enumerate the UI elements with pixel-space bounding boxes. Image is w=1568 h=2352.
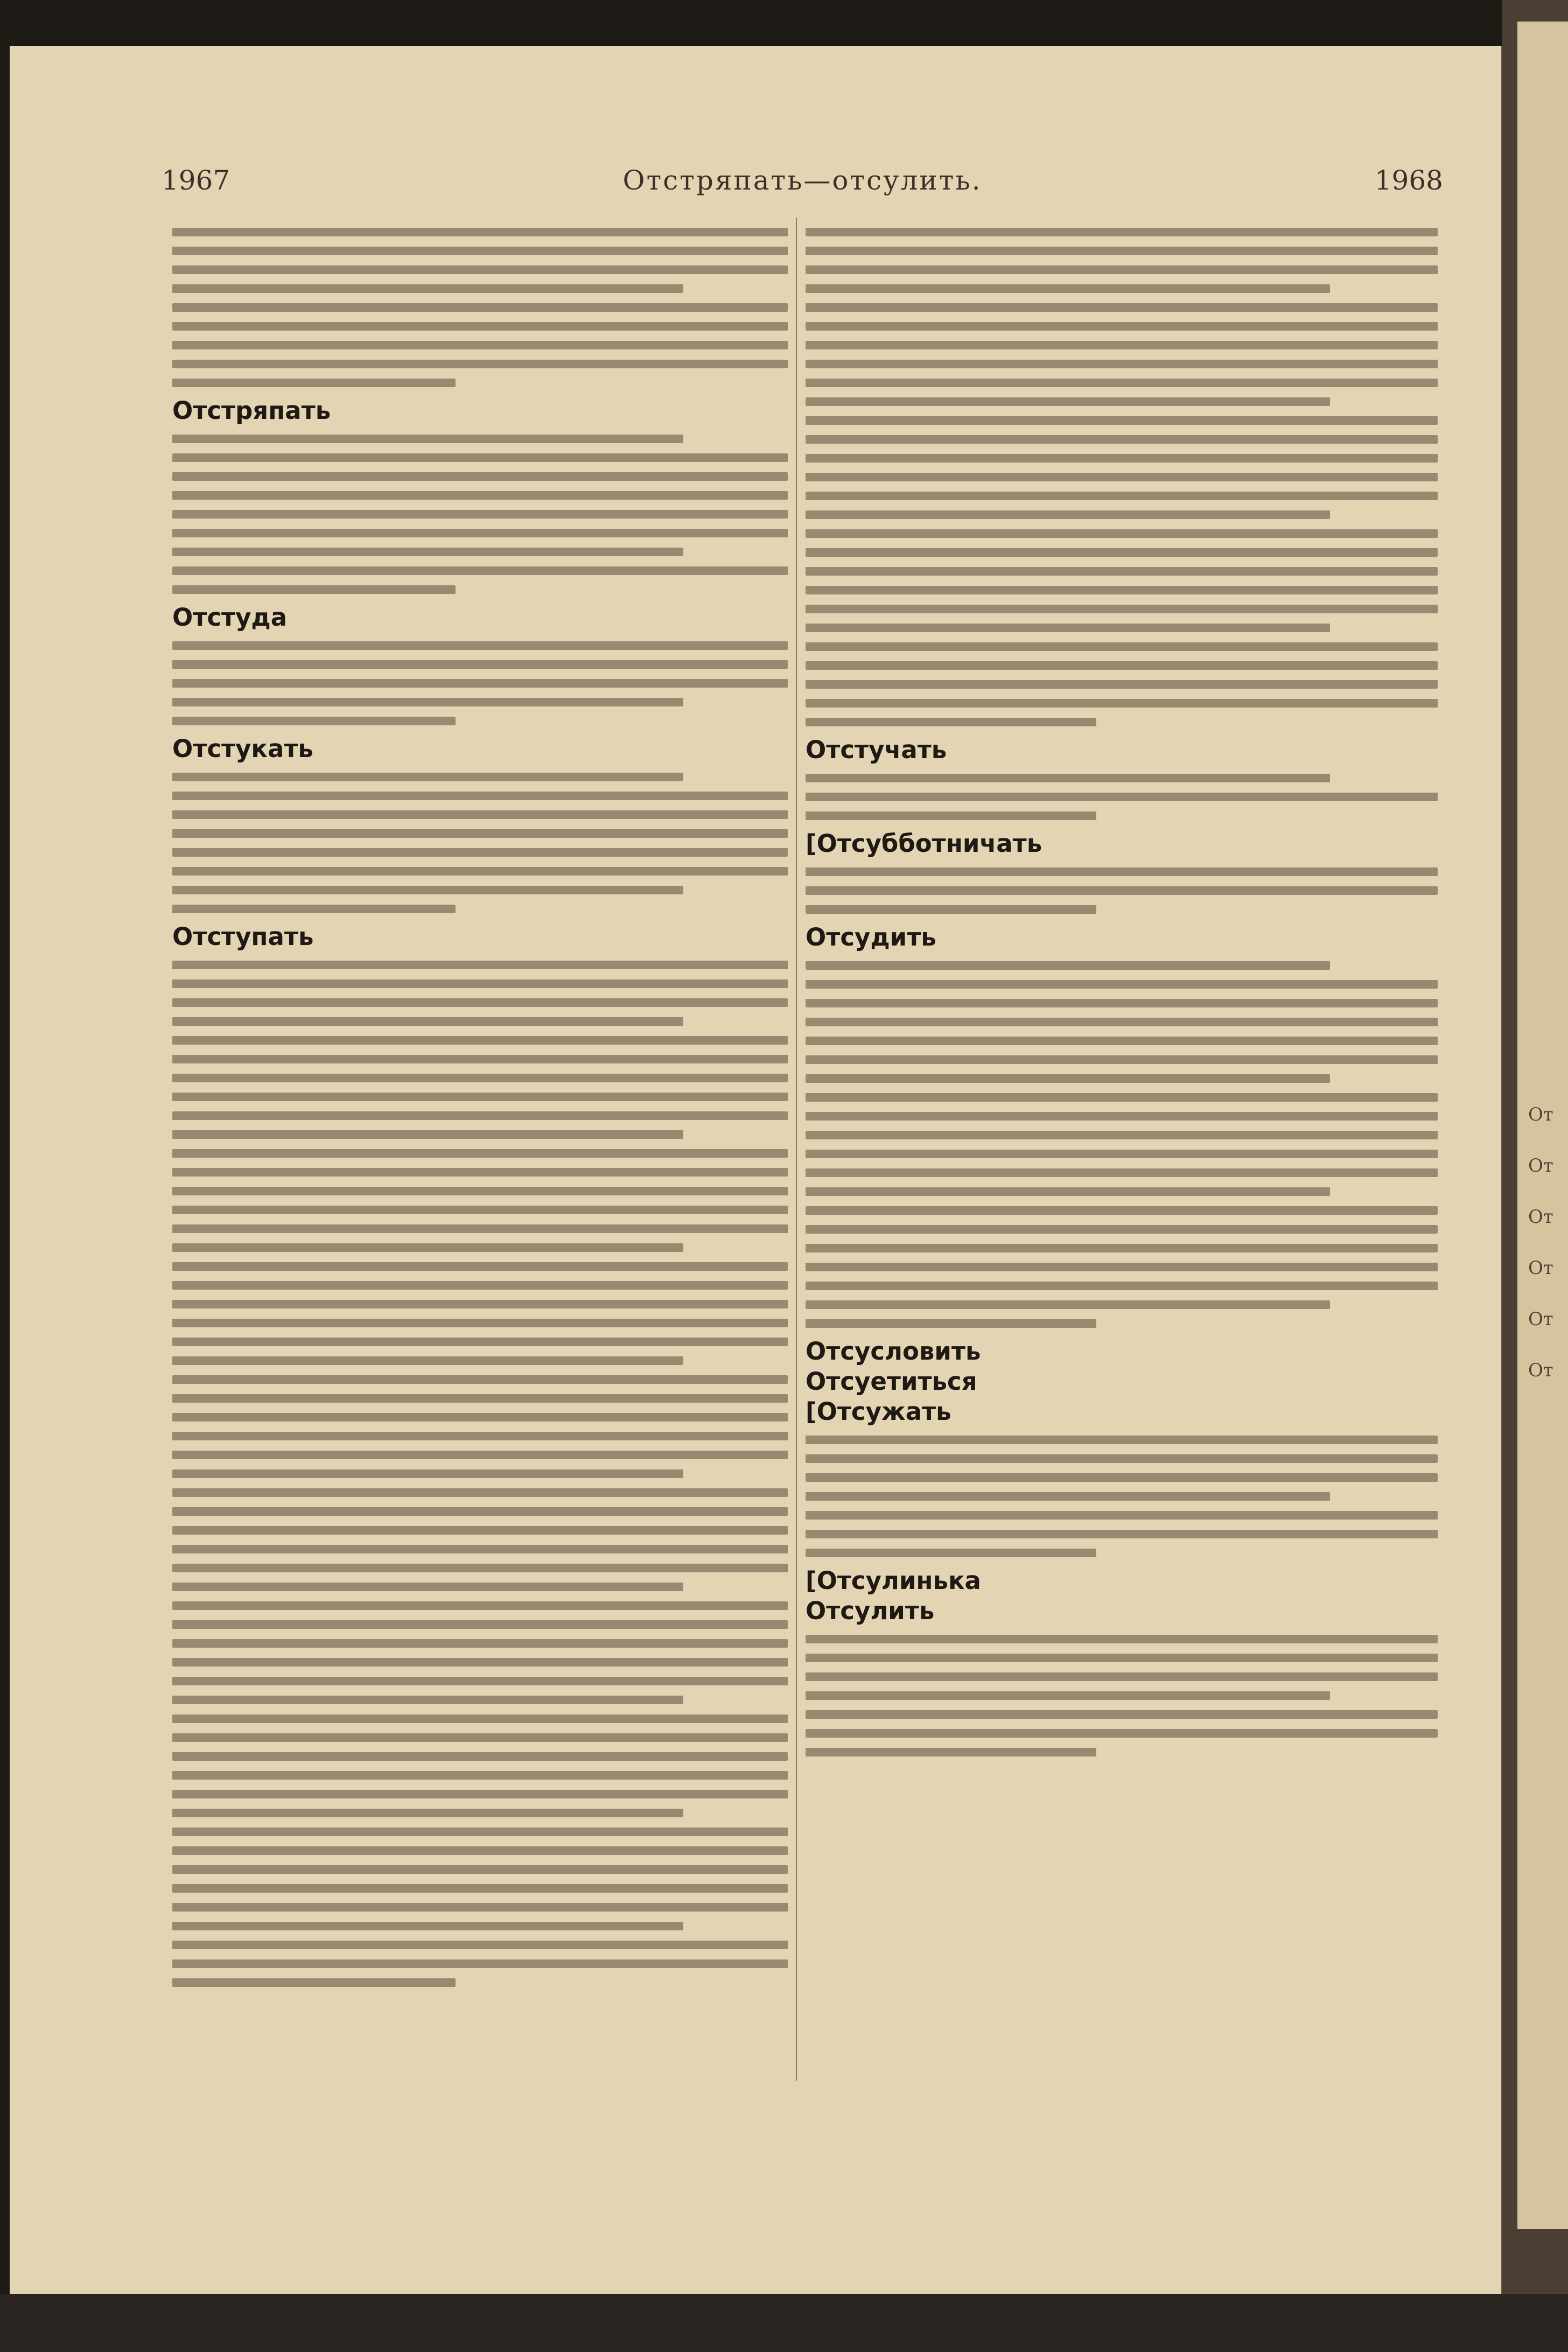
entry-text-line xyxy=(806,548,1438,557)
entry-text-line xyxy=(806,322,1438,331)
running-title: Отстряпать—отсулить. xyxy=(622,165,982,196)
next-page-fragment: От xyxy=(1528,1257,1553,1279)
entry-text-line xyxy=(172,1903,788,1912)
entry-text-line xyxy=(806,1244,1438,1252)
entry-text-line xyxy=(806,284,1330,293)
entry-text-line xyxy=(172,679,788,688)
entry-text-line xyxy=(172,886,683,894)
entry-text-line xyxy=(806,1319,1096,1328)
entry-text-line xyxy=(172,510,788,519)
entry-text-line xyxy=(806,642,1438,651)
dictionary-entry xyxy=(172,397,788,594)
entry-text-line xyxy=(172,848,788,857)
entry-text-line xyxy=(172,1959,788,1968)
next-page-fragment: От xyxy=(1528,1104,1553,1125)
entry-text-line xyxy=(172,1526,788,1535)
entry-text-line xyxy=(806,492,1438,500)
entry-text-line xyxy=(172,1149,788,1158)
entry-headword: Отсулить xyxy=(806,1597,935,1625)
dictionary-entry xyxy=(172,923,788,1987)
entry-text-line xyxy=(172,1620,788,1629)
entry-text-line xyxy=(806,1691,1330,1700)
entry-text-line xyxy=(806,1511,1438,1520)
entry-text-line xyxy=(172,773,683,781)
entry-text-line xyxy=(172,1243,683,1252)
entry-text-line xyxy=(172,717,456,725)
entry-text-line xyxy=(172,1677,788,1685)
entry-text-line xyxy=(172,360,788,368)
entry-text-line xyxy=(172,1809,683,1817)
entry-text-line xyxy=(172,435,683,443)
entry-text-line xyxy=(806,811,1096,820)
scan-bottom-border xyxy=(0,2294,1568,2352)
entry-text-line xyxy=(172,961,788,969)
entry-text-line xyxy=(172,1130,683,1139)
entry-text-line xyxy=(806,980,1438,989)
page-number-left: 1967 xyxy=(162,165,230,196)
entry-text-line xyxy=(172,265,788,274)
entry-text-line xyxy=(172,810,788,819)
entry-text-line xyxy=(806,586,1438,594)
entry-text-line xyxy=(806,397,1330,406)
entry-text-line xyxy=(806,1093,1438,1102)
entry-text-line xyxy=(172,1507,788,1516)
entry-headword: Отсудить xyxy=(806,923,936,951)
entry-text-line xyxy=(806,228,1438,236)
entry-text-line xyxy=(806,1112,1438,1121)
entry-text-line xyxy=(172,1055,788,1063)
entry-text-line xyxy=(172,284,683,293)
entry-headword: [Отсубботничать xyxy=(806,829,1042,858)
entry-text-line xyxy=(172,1451,788,1459)
entry-text-line xyxy=(806,1549,1096,1557)
dictionary-entry xyxy=(806,1368,1438,1395)
entry-text-line xyxy=(172,792,788,800)
entry-text-line xyxy=(172,1752,788,1761)
entry-text-line xyxy=(172,1564,788,1572)
entry-text-line xyxy=(172,1017,683,1026)
next-page-fragment: От xyxy=(1528,1155,1553,1177)
dictionary-entry xyxy=(806,830,1438,914)
entry-text-line xyxy=(172,1111,788,1120)
dictionary-entry xyxy=(806,1598,1438,1756)
entry-text-line xyxy=(806,1635,1438,1643)
entry-text-line xyxy=(806,1729,1438,1738)
entry-text-line xyxy=(172,1733,788,1742)
entry-text-line xyxy=(806,379,1438,387)
entry-headword: Отстуда xyxy=(172,603,288,632)
entry-text-line xyxy=(806,699,1438,708)
entry-headword: Отстучать xyxy=(806,736,947,764)
entry-text-line xyxy=(172,867,788,876)
entry-text-line xyxy=(172,1262,788,1271)
entry-text-line xyxy=(172,1601,788,1610)
entry-text-line xyxy=(806,1187,1330,1196)
entry-text-line xyxy=(172,1941,788,1949)
entry-text-line xyxy=(806,1300,1330,1309)
entry-text-line xyxy=(172,1828,788,1836)
entry-text-line xyxy=(806,680,1438,689)
next-page-fragment: От xyxy=(1528,1308,1553,1330)
entry-text-line xyxy=(172,1545,788,1553)
entry-headword: Отсуетиться xyxy=(806,1367,977,1396)
entry-text-line xyxy=(806,1074,1330,1083)
entry-text-line xyxy=(806,1454,1438,1463)
entry-text-line xyxy=(172,1583,683,1591)
entry-text-line xyxy=(172,472,788,481)
entry-text-line xyxy=(806,1131,1438,1139)
entry-headword: Отсусловить xyxy=(806,1337,981,1366)
entry-text-line xyxy=(806,265,1438,274)
entry-text-line xyxy=(172,1093,788,1101)
entry-headword: [Отсулинька xyxy=(806,1566,981,1595)
entry-text-line xyxy=(806,360,1438,368)
entry-text-line xyxy=(172,641,788,650)
entry-text-line xyxy=(806,435,1438,444)
entry-text-line xyxy=(806,999,1438,1007)
entry-text-line xyxy=(172,1432,788,1440)
dictionary-entry xyxy=(806,924,1438,1328)
entry-text-line xyxy=(806,341,1438,349)
entry-text-line xyxy=(172,1771,788,1780)
entry-text-line xyxy=(172,1187,788,1195)
entry-text-line xyxy=(806,605,1438,613)
entry-text-line xyxy=(806,1055,1438,1064)
entry-text-line xyxy=(806,1672,1438,1681)
entry-text-line xyxy=(172,829,788,838)
entry-text-line xyxy=(806,1710,1438,1719)
running-head xyxy=(162,165,1443,208)
entry-text-line xyxy=(806,886,1438,895)
entry-text-line xyxy=(172,1036,788,1045)
page-number-right: 1968 xyxy=(1374,165,1443,196)
entry-text-line xyxy=(172,548,683,556)
entry-text-line xyxy=(172,1639,788,1648)
entry-text-line xyxy=(172,1714,788,1723)
entry-text-line xyxy=(806,1037,1438,1045)
dictionary-entry xyxy=(806,228,1438,726)
left-column xyxy=(172,218,788,2081)
entry-text-line xyxy=(172,1281,788,1290)
entry-text-line xyxy=(806,567,1438,576)
entry-text-line xyxy=(172,1696,683,1704)
entry-text-line xyxy=(806,1168,1438,1177)
entry-text-line xyxy=(172,660,788,669)
next-page-fragment: От xyxy=(1528,1206,1553,1228)
dictionary-entry xyxy=(172,736,788,913)
entry-text-line xyxy=(806,867,1438,876)
next-page-edge xyxy=(1517,22,1568,2229)
entry-text-line xyxy=(806,1473,1438,1482)
entry-text-line xyxy=(806,961,1330,970)
dictionary-entry xyxy=(172,228,788,387)
entry-text-line xyxy=(806,416,1438,425)
entry-text-line xyxy=(172,1413,788,1422)
entry-text-line xyxy=(172,228,788,236)
dictionary-entry xyxy=(806,737,1438,820)
right-column xyxy=(806,218,1438,2081)
entry-text-line xyxy=(172,1168,788,1177)
entry-text-line xyxy=(806,661,1438,670)
entry-text-line xyxy=(806,1263,1438,1271)
entry-text-line xyxy=(806,718,1096,726)
entry-text-line xyxy=(172,247,788,255)
entry-text-line xyxy=(172,1206,788,1214)
entry-text-line xyxy=(172,303,788,312)
entry-text-line xyxy=(806,1436,1438,1444)
entry-text-line xyxy=(806,510,1330,519)
entry-text-line xyxy=(806,1150,1438,1158)
entry-text-line xyxy=(806,1206,1438,1215)
entry-text-line xyxy=(806,1654,1438,1662)
entry-text-line xyxy=(172,998,788,1007)
entry-headword: [Отсужать xyxy=(806,1397,951,1426)
entry-text-line xyxy=(172,1978,456,1987)
entry-text-line xyxy=(172,1338,788,1346)
entry-text-line xyxy=(172,379,456,387)
entry-text-line xyxy=(172,529,788,537)
dictionary-entry xyxy=(806,1567,1438,1594)
entry-headword: Отстукать xyxy=(172,734,313,763)
entry-text-line xyxy=(172,905,456,913)
entry-text-line xyxy=(806,774,1330,782)
entry-text-line xyxy=(172,1394,788,1403)
next-page-fragment: От xyxy=(1528,1360,1553,1381)
entry-text-line xyxy=(172,1469,683,1478)
entry-text-line xyxy=(172,341,788,349)
dictionary-entry xyxy=(172,604,788,725)
entry-text-line xyxy=(806,905,1096,914)
entry-text-line xyxy=(806,1530,1438,1538)
entry-text-line xyxy=(172,1658,788,1667)
entry-text-line xyxy=(172,698,683,706)
dictionary-entry xyxy=(806,1398,1438,1557)
entry-text-line xyxy=(172,1224,788,1233)
entry-text-line xyxy=(172,1300,788,1308)
entry-text-line xyxy=(806,624,1330,632)
entry-text-line xyxy=(806,1748,1096,1756)
entry-text-line xyxy=(172,453,788,462)
entry-headword: Отстряпать xyxy=(172,396,331,425)
entry-text-line xyxy=(172,1074,788,1082)
entry-text-line xyxy=(806,454,1438,463)
entry-text-line xyxy=(172,1790,788,1798)
entry-text-line xyxy=(172,1922,683,1930)
entry-headword: Отступать xyxy=(172,922,314,951)
entry-text-line xyxy=(172,1488,788,1497)
entry-text-line xyxy=(172,1884,788,1893)
entry-text-line xyxy=(172,585,456,594)
entry-text-line xyxy=(806,1282,1438,1290)
entry-text-line xyxy=(172,566,788,575)
entry-text-line xyxy=(806,1492,1330,1501)
entry-text-line xyxy=(172,322,788,331)
entry-text-line xyxy=(806,529,1438,538)
entry-text-line xyxy=(806,1018,1438,1026)
entry-text-line xyxy=(806,247,1438,255)
entry-text-line xyxy=(172,1865,788,1874)
entry-text-line xyxy=(172,1846,788,1855)
dictionary-entry xyxy=(806,1338,1438,1365)
column-rule xyxy=(796,218,797,2081)
entry-text-line xyxy=(806,473,1438,481)
entry-text-line xyxy=(172,1375,788,1384)
entry-text-line xyxy=(806,1225,1438,1234)
entry-text-line xyxy=(806,793,1438,801)
entry-text-line xyxy=(172,979,788,988)
entry-text-line xyxy=(172,491,788,500)
entry-text-line xyxy=(172,1356,683,1365)
entry-text-line xyxy=(806,303,1438,312)
entry-text-line xyxy=(172,1319,788,1327)
